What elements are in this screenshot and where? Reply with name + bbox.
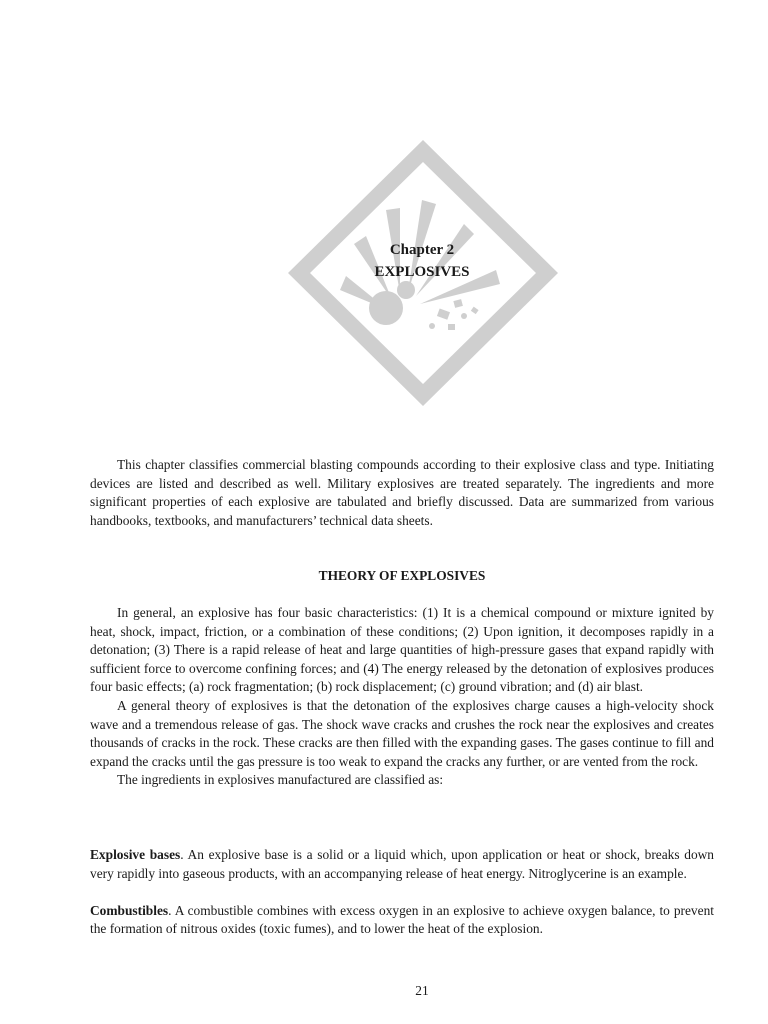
definition-term: Explosive bases (90, 847, 181, 862)
intro-paragraph: This chapter classifies commercial blasting compounds according to their explosive class and type. Initiating devices are listed and described as well. Military explosives are treated separately. The ingredients and more significant properties of each explosive are tabulated and briefly discussed. Data are summarized from various handbooks, textbooks, and manufacturers’ technical data sheets. (90, 457, 714, 528)
section-heading: THEORY OF EXPLOSIVES (318, 568, 486, 583)
definition-item (90, 902, 714, 939)
definition-term: Combustibles (90, 902, 169, 918)
definition-text: . An explosive base is a solid or a liquid which, upon application or heat or shock, breaks down very rapidly into gaseous products, with an accompanying release of heat energy. Nitroglycerine is an example. (90, 847, 714, 881)
theory-section (90, 604, 714, 790)
chapter-title: EXPLOSIVES (374, 264, 470, 280)
chapter-number: Chapter 2 (389, 242, 455, 258)
definition-text: . A combustible combines with excess oxygen in an explosive to achieve oxygen balance, to prevent the formation of nitrous oxides (toxic fumes), and to lower the heat of the explosion. (90, 902, 714, 937)
intro-section (90, 456, 714, 530)
definitions-list (90, 846, 714, 958)
theory-paragraph: A general theory of explosives is that the detonation of the explosives charge causes a high-velocity shock wave and a tremendous release of gas. The shock wave cracks and crushes the rock near the explosives and creates thousands of cracks in the rock. These cracks are then filled with the expanding gases. The gases continue to fill and expand the cracks until the gas pressure is too weak to expand the cracks any further, or are vented from the rock. (90, 697, 714, 769)
page-number: 21 (415, 983, 429, 998)
theory-paragraph: The ingredients in explosives manufactured are classified as: (117, 772, 444, 788)
theory-paragraph: In general, an explosive has four basic characteristics: (1) It is a chemical compound or mixture ignited by heat, shock, impact, friction, or a combination of these conditions; (2) Upon ignition, it decomposes rapidly in a detonation; (3) There is a rapid release of heat and large quantities of high-pressure gases that expand rapidly with sufficient force to overcome confining forces; and (4) The energy released by the detonation of explosives produces four basic effects; (a) rock fragmentation; (b) rock displacement; (c) ground vibration; and (d) air blast. (90, 605, 714, 695)
definition-item (90, 846, 714, 883)
